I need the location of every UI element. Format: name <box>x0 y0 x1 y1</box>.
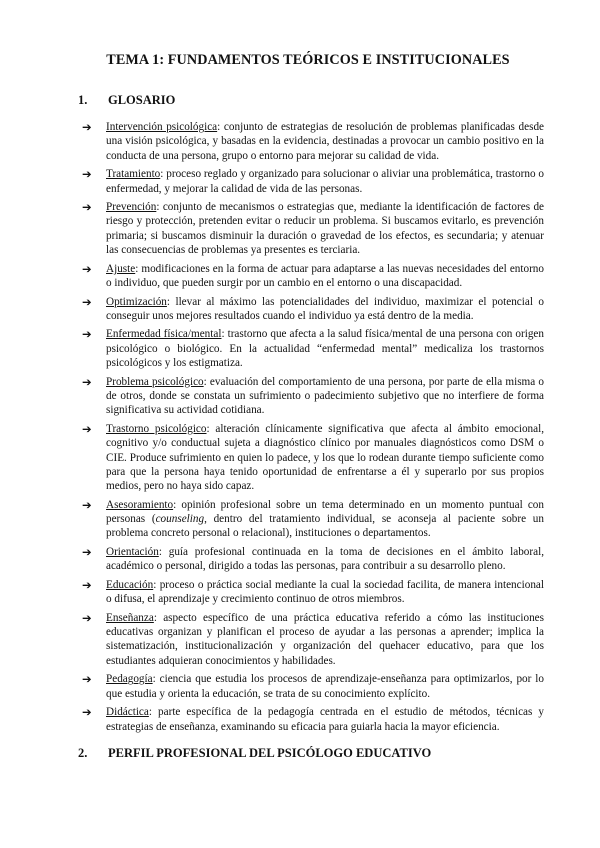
glossary-entry-tratamiento <box>82 167 544 196</box>
glossary-term: Problema psicológico <box>106 375 204 388</box>
glossary-definition: , dentro del tratamiento individual, se aconseja al paciente sobre un problema concreto personal o relacional), instituciones o departamentos. <box>106 513 544 540</box>
glossary-definition: : conjunto de estrategias de resolución de problemas planificadas desde una visión psicológica, y basadas en la evidencia, destinadas a provocar un cambio positivo en la conducta de una persona, grupo o entorno para mejorar su calidad de vida. <box>106 121 545 162</box>
right-arrow-icon: ➔ <box>82 421 92 436</box>
glossary-term: Trastorno psicológico <box>106 422 207 435</box>
section-heading-glosario <box>78 93 544 108</box>
glossary-term: Ajuste <box>106 262 136 275</box>
glossary-entry-educacion <box>82 577 544 607</box>
right-arrow-icon: ➔ <box>82 610 92 625</box>
page-title: TEMA 1: FUNDAMENTOS TEÓRICOS E INSTITUCIONALES <box>106 52 510 68</box>
glossary-entry-enfermedad <box>82 327 544 370</box>
glossary-entry-orientacion <box>82 544 544 574</box>
right-arrow-icon: ➔ <box>82 200 92 215</box>
right-arrow-icon: ➔ <box>82 544 92 559</box>
glossary-definition: : conjunto de mecanismos o estrategias que, mediante la identificación de factores de riesgo y protección, pretenden evitar o reducir un problema. Si buscamos evitarlo, es prevención primaria; si buscamos disminuir la duración o gravedad de los efectos, es secundaria; y atenuar las consecuencias de problemas ya presentes es terciaria. <box>106 201 544 257</box>
glossary-entry-prevencion <box>82 200 544 257</box>
glossary-definition: : parte específica de la pedagogía centrada en el estudio de métodos, técnicas y estrategias de enseñanza, examinando su eficacia para guiarla hacia la mayor eficiencia. <box>106 706 544 733</box>
right-arrow-icon: ➔ <box>82 167 92 182</box>
glossary-entry-didactica <box>82 705 544 734</box>
glossary-definition: : guía profesional continuada en la toma de decisiones en el ámbito laboral, académico o personal, dirigido a todas las personas, para contribuir a su desarrollo pleno. <box>106 545 544 573</box>
glossary-term: Orientación <box>106 545 159 558</box>
section-number: 2. <box>78 745 88 760</box>
right-arrow-icon: ➔ <box>82 374 92 389</box>
glossary-entry-problema <box>82 374 544 418</box>
glossary-entry-ajuste <box>82 261 544 291</box>
glossary-term: Enfermedad física/mental <box>106 328 222 341</box>
glossary-definition: : llevar al máximo las potencialidades del individuo, maximizar el potencial o conseguir unos mejores resultados cuando el individuo ya está dentro de la media. <box>106 295 544 322</box>
glossary-term: Didáctica <box>106 706 149 719</box>
glossary-definition: : ciencia que estudia los procesos de aprendizaje-enseñanza para optimizarlos, por lo que estudia y orienta la educación, se trata de su conocimiento explícito. <box>106 673 544 700</box>
section-number: 1. <box>78 93 88 107</box>
glossary-definition: : modificaciones en la forma de actuar para adaptarse a las nuevas necesidades del entorno o individuo, que pueden surgir por un cambio en el entorno o una discapacidad. <box>106 262 544 289</box>
right-arrow-icon: ➔ <box>82 497 92 512</box>
glossary-term: Intervención psicológica <box>106 121 218 133</box>
right-arrow-icon: ➔ <box>82 294 92 309</box>
glossary-term: Tratamiento <box>106 168 161 181</box>
glossary-entry-ensenanza <box>82 610 544 668</box>
right-arrow-icon: ➔ <box>82 261 92 276</box>
section-title: PERFIL PROFESIONAL DEL PSICÓLOGO EDUCATIVO <box>108 745 432 760</box>
glossary-term: Pedagogía <box>106 673 153 686</box>
glossary-definition: : alteración clínicamente significativa que afecta al ámbito emocional, cognitivo y/o conductual sujeta a diagnóstico clínico por manuales diagnósticos como DSM o CIE. Produce sufrimiento en quien lo padece, y los que lo rodean durante tiempo suficiente como para que la persona haya tenido oportunidad de enfrentarse a él y superarlo por sus propios medios, pero no haya sido capaz. <box>106 422 545 493</box>
glossary-definition: : opinión profesional sobre un tema determinado en un momento puntual con personas ( <box>106 498 544 526</box>
glossary-definition: : proceso o práctica social mediante la cual la sociedad facilita, de manera intencional o difusa, el aprendizaje y crecimiento continuo de otros miembros. <box>106 578 544 606</box>
glossary-term: Educación <box>106 578 154 591</box>
glossary-term: Asesoramiento <box>106 498 174 511</box>
glossary-list <box>78 120 544 734</box>
section-title: GLOSARIO <box>108 93 176 107</box>
glossary-definition: : proceso reglado y organizado para solucionar o aliviar una problemática, trastorno o enfermedad, y mejorar la calidad de vida de las personas. <box>106 168 544 195</box>
glossary-term: Prevención <box>106 201 157 214</box>
glossary-entry-asesoramiento <box>82 497 544 541</box>
glossary-entry-pedagogia <box>82 672 544 701</box>
right-arrow-icon: ➔ <box>82 705 92 720</box>
glossary-definition: : trastorno que afecta a la salud física/mental de una persona con origen psicológico o biológico. En la actualidad “enfermedad mental” medicaliza los trastornos psicológicos y los estigmatiza. <box>106 328 544 370</box>
right-arrow-icon: ➔ <box>82 120 92 134</box>
glossary-definition: : aspecto específico de una práctica educativa referido a cómo las instituciones educativas organizan y planifican el proceso de ayudar a las personas a aprender; implica la sistematización, institucionalización y organización del quehacer educativo, para que los estudiantes adquieran conocimientos y habilidades. <box>106 611 544 667</box>
glossary-entry-intervencion <box>82 120 545 163</box>
glossary-entry-trastorno <box>82 421 545 494</box>
right-arrow-icon: ➔ <box>82 327 92 342</box>
glossary-term: Optimización <box>106 295 167 308</box>
glossary-term: Enseñanza <box>106 611 154 624</box>
right-arrow-icon: ➔ <box>82 672 92 687</box>
glossary-definition: : evaluación del comportamiento de una persona, por parte de ella misma o de otros, donde se constata un sufrimiento o padecimiento subjetivo que no interfiere de forma significativa su actividad cotidiana. <box>106 375 544 417</box>
section-heading-perfil <box>78 746 544 761</box>
glossary-definition-italic: counseling <box>155 513 205 526</box>
glossary-entry-optimizacion <box>82 294 544 324</box>
right-arrow-icon: ➔ <box>82 577 92 592</box>
